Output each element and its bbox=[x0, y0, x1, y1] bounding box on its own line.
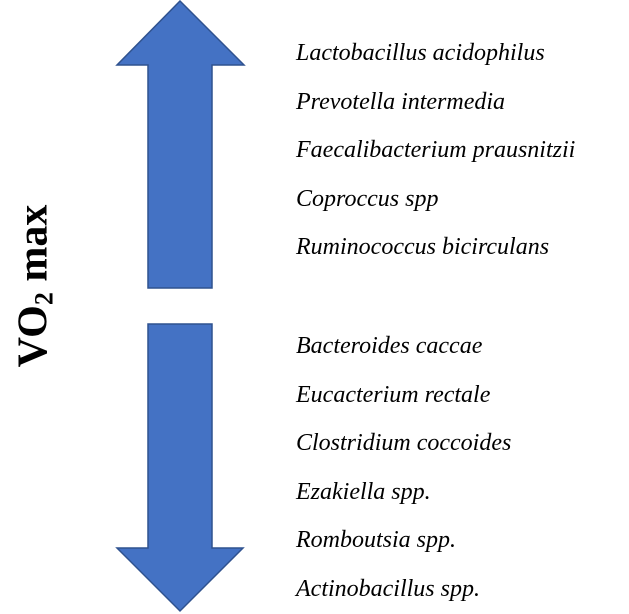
list-item: Ruminococcus bicirculans bbox=[296, 234, 550, 261]
list-item: Ezakiella spp. bbox=[296, 478, 431, 505]
list-item: Bacteroides caccae bbox=[296, 333, 483, 359]
list-item: Eucacterium rectale bbox=[296, 381, 491, 408]
label-rest: max bbox=[10, 204, 57, 293]
list-item: Lactobacillus acidophilus bbox=[296, 40, 545, 66]
decreased-species-list bbox=[296, 322, 511, 614]
list-item: Prevotella intermedia bbox=[296, 88, 506, 115]
list-item: Coproccus spp bbox=[296, 185, 439, 212]
label-main: VO bbox=[10, 305, 57, 368]
vo2max-label bbox=[10, 204, 59, 368]
list-item: Romboutsia spp. bbox=[296, 527, 457, 554]
down-arrow bbox=[117, 324, 243, 611]
increased-species-list bbox=[296, 29, 575, 272]
label-subscript: 2 bbox=[29, 292, 59, 306]
list-item: Actinobacillus spp. bbox=[296, 575, 480, 602]
up-arrow bbox=[117, 1, 244, 288]
list-item: Clostridium coccoides bbox=[296, 430, 512, 457]
list-item: Faecalibacterium prausnitzii bbox=[296, 137, 576, 164]
